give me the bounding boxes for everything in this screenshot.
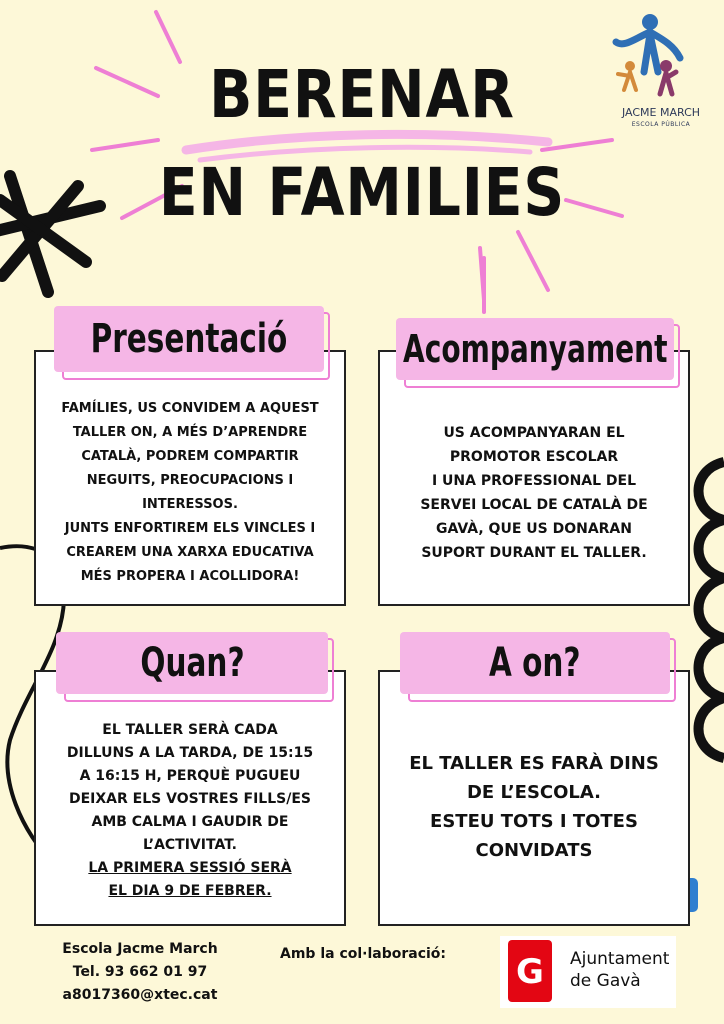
aon-line: DE L’ESCOLA. — [466, 782, 601, 803]
aon-label-text: A on? — [489, 640, 581, 686]
logo-subtitle: ESCOLA PÚBLICA — [631, 121, 691, 128]
acompanyament-line: I UNA PROFESSIONAL DEL — [431, 473, 637, 489]
quan-line: DEIXAR ELS VOSTRES FILLS/ES — [68, 791, 311, 807]
presentacio-line: INTERESSOS. — [142, 497, 238, 512]
ajuntament-name — [570, 948, 669, 992]
footer-school-name: Escola Jacme March — [62, 941, 218, 957]
presentacio-line: FAMÍLIES, US CONVIDEM A AQUEST — [61, 401, 319, 416]
ajuntament-line-2: de Gavà — [570, 971, 641, 991]
presentacio-text — [61, 397, 318, 589]
title-line-1: BERENAR — [209, 56, 515, 133]
title-line-2: EN FAMILIES — [158, 154, 566, 231]
squiggle-icon — [699, 462, 724, 758]
acompanyament-line: SUPORT DURANT EL TALLER. — [421, 545, 647, 561]
aon-label — [400, 632, 670, 694]
presentacio-line: CREAREM UNA XARXA EDUCATIVA — [66, 545, 314, 560]
aon-line: CONVIDATS — [475, 840, 593, 861]
quan-highlight-line: LA PRIMERA SESSIÓ SERÀ — [88, 860, 292, 876]
quan-line: A 16:15 H, PERQUÈ PUGUEU — [79, 768, 301, 784]
aon-text — [409, 749, 659, 865]
quan-label — [56, 632, 328, 694]
footer-phone: Tel. 93 662 01 97 — [72, 964, 208, 980]
acompanyament-line: PROMOTOR ESCOLAR — [449, 449, 619, 465]
school-logo — [606, 12, 716, 132]
presentacio-label — [54, 306, 324, 372]
ajuntament-badge-letter: G — [516, 952, 544, 992]
acompanyament-label-text: Acompanyament — [402, 327, 668, 371]
aon-box — [378, 670, 690, 926]
ajuntament-logo — [500, 936, 676, 1008]
presentacio-line: JUNTS ENFORTIREM ELS VINCLES I — [64, 521, 316, 536]
presentacio-label-text: Presentació — [90, 316, 288, 362]
acompanyament-line: US ACOMPANYARAN EL — [443, 425, 625, 441]
logo-school-name: JACME MARCH — [621, 106, 701, 119]
school-figures-logo-icon — [606, 12, 716, 106]
quan-line: AMB CALMA I GAUDIR DE — [91, 814, 289, 830]
footer-collaboration: Amb la col·laboració: — [280, 946, 447, 962]
footer-email: a8017360@xtec.cat — [62, 987, 218, 1003]
presentacio-line: CATALÀ, PODREM COMPARTIR — [81, 449, 299, 464]
aon-line: EL TALLER ES FARÀ DINS — [409, 753, 659, 774]
quan-highlight-line: EL DIA 9 DE FEBRER. — [108, 883, 272, 899]
presentacio-line: TALLER ON, A MÉS D’APRENDRE — [72, 425, 308, 440]
quan-line: L’ACTIVITAT. — [143, 837, 237, 853]
acompanyament-text — [420, 421, 647, 565]
ajuntament-badge-icon — [508, 940, 552, 1002]
quan-label-text: Quan? — [139, 640, 245, 686]
quan-box — [34, 670, 346, 926]
acompanyament-box — [378, 350, 690, 606]
acompanyament-line: SERVEI LOCAL DE CATALÀ DE — [420, 497, 648, 513]
acompanyament-line: GAVÀ, QUE US DONARAN — [436, 521, 632, 537]
presentacio-box — [34, 350, 346, 606]
quan-line: DILLUNS A LA TARDA, DE 15:15 — [66, 745, 314, 761]
aon-line: ESTEU TOTS I TOTES — [430, 811, 638, 832]
quan-text — [67, 719, 313, 903]
presentacio-line: NEGUITS, PREOCUPACIONS I — [86, 473, 294, 488]
quan-line: EL TALLER SERÀ CADA — [102, 722, 278, 738]
presentacio-line: MÉS PROPERA I ACOLLIDORA! — [80, 569, 300, 584]
acompanyament-label — [396, 318, 674, 380]
ajuntament-line-1: Ajuntament — [570, 949, 670, 969]
footer-school-info — [40, 938, 240, 1007]
